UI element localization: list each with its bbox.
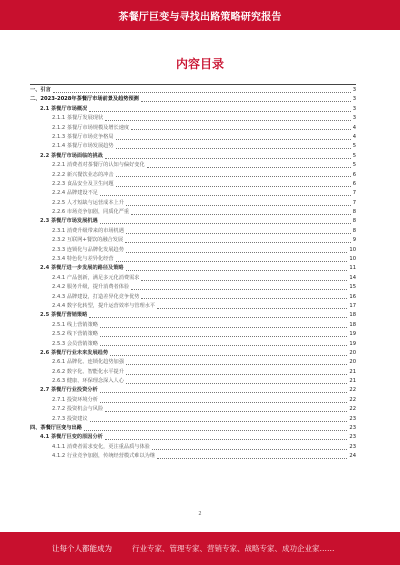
toc-entry-label: 2.2.6 市场竞争加剧，同质化严重 <box>52 209 130 216</box>
toc-entry-page: 3 <box>352 105 356 112</box>
toc-entry-label: 2.4.4 数字化转型，提升运营效率与管理水平 <box>52 302 156 309</box>
toc-leader-dots <box>90 420 348 422</box>
toc-entry-page: 21 <box>349 378 356 385</box>
toc-leader-dots <box>105 119 351 121</box>
toc-entry[interactable] <box>30 236 356 245</box>
toc-leader-dots <box>116 260 348 262</box>
toc-entry-page: 22 <box>349 396 356 403</box>
toc-entry-label: 2.5.1 线上营销策略 <box>52 321 98 328</box>
toc-leader-dots <box>131 213 351 215</box>
toc-entry-page: 23 <box>349 425 356 432</box>
toc-entry[interactable] <box>30 105 356 114</box>
toc-leader-dots <box>147 166 351 168</box>
toc-entry[interactable] <box>30 114 356 123</box>
toc-entry-label: 2.2 茶餐厅市场面临的挑战 <box>40 152 103 159</box>
toc-entry-page: 10 <box>349 256 356 263</box>
toc-entry[interactable] <box>30 293 356 302</box>
toc-entry[interactable] <box>30 255 356 264</box>
toc-leader-dots <box>116 147 351 149</box>
toc-entry[interactable] <box>30 311 356 320</box>
toc-entry-page: 18 <box>349 321 356 328</box>
toc-entry-label: 2.2.3 食品安全及卫生问题 <box>52 180 114 187</box>
toc-entry-page: 22 <box>349 406 356 413</box>
toc-entry-label: 四、茶餐厅巨变与出路 <box>30 425 82 432</box>
toc-entry-label: 2.3 茶餐厅市场发展机遇 <box>40 218 98 225</box>
toc-entry[interactable] <box>30 161 356 170</box>
toc-entry-page: 4 <box>352 124 356 131</box>
toc-entry-label: 2.2.5 人才短缺与运营成本上升 <box>52 199 124 206</box>
toc-entry-label: 2.4.1 产品创新，满足多元化消费需求 <box>52 274 140 281</box>
toc-leader-dots <box>89 110 350 112</box>
toc-entry-label: 2.3.2 互联网+餐饮的融合发展 <box>52 237 124 244</box>
toc-entry[interactable] <box>30 405 356 414</box>
toc-entry[interactable] <box>30 171 356 180</box>
toc-entry[interactable] <box>30 452 356 461</box>
toc-leader-dots <box>100 391 348 393</box>
toc-entry-label: 2.2.2 新兴餐饮业态的冲击 <box>52 171 114 178</box>
toc-entry[interactable] <box>30 189 356 198</box>
toc-entry-page: 3 <box>352 115 356 122</box>
toc-entry-label: 2.2.1 消费者对茶餐厅的认知与偏好变化 <box>52 162 145 169</box>
toc-leader-dots <box>105 438 348 440</box>
toc-entry-label: 2.4 茶餐厅进一步发展的路径及策略 <box>40 265 124 272</box>
toc-entry[interactable] <box>30 124 356 133</box>
toc-entry[interactable] <box>30 330 356 339</box>
toc-leader-dots <box>84 429 348 431</box>
toc-entry[interactable] <box>30 180 356 189</box>
toc-entry-label: 2.1 茶餐厅市场概况 <box>40 105 88 112</box>
toc-entry-label: 2.4.2 服务升级，提升消费者体验 <box>52 284 130 291</box>
toc-leader-dots <box>126 382 347 384</box>
toc-entry-page: 19 <box>349 331 356 338</box>
toc-entry-page: 8 <box>352 227 356 234</box>
toc-leader-dots <box>105 410 347 412</box>
footer-slogan-right: 行业专家、管理专家、营销专家、战略专家、成功企业家…… <box>132 544 335 553</box>
toc-entry-page: 18 <box>349 312 356 319</box>
toc-leader-dots <box>100 194 351 196</box>
toc-entry[interactable] <box>30 340 356 349</box>
toc-entry-page: 3 <box>352 86 356 93</box>
toc-entry-page: 23 <box>349 415 356 422</box>
toc-entry-label: 2.3.1 消费升级带来的市场机遇 <box>52 227 124 234</box>
toc-entry-label: 4.1 茶餐厅巨变的原因分析 <box>40 434 103 441</box>
toc-entry-page: 3 <box>352 96 356 103</box>
toc-entry-label: 2.7.2 投资机会与风险 <box>52 406 104 413</box>
toc-entry-page: 5 <box>352 162 356 169</box>
toc-entry-label: 2.3.4 特色化与差异化经营 <box>52 256 114 263</box>
toc-entry[interactable] <box>30 274 356 283</box>
toc-entry-label: 2.4.3 品牌建设，打造差异化竞争优势 <box>52 293 140 300</box>
toc-leader-dots <box>157 307 347 309</box>
toc-leader-dots <box>89 316 347 318</box>
toc-entry-label: 2.1.3 茶餐厅市场竞争格局 <box>52 133 114 140</box>
toc-entry[interactable] <box>30 264 356 273</box>
toc-entry-page: 21 <box>349 368 356 375</box>
toc-leader-dots <box>116 185 351 187</box>
toc-entry-page: 5 <box>352 143 356 150</box>
toc-entry-page: 24 <box>349 453 356 460</box>
table-of-contents <box>30 86 356 462</box>
toc-title: 内容目录 <box>175 57 224 71</box>
toc-leader-dots <box>126 269 348 271</box>
toc-leader-dots <box>141 279 347 281</box>
toc-entry-label: 2.2.4 品牌建设不足 <box>52 190 98 197</box>
toc-entry[interactable] <box>30 208 356 217</box>
toc-entry[interactable] <box>30 217 356 226</box>
toc-entry-label: 2.3.3 连锁化与品牌化发展趋势 <box>52 246 124 253</box>
toc-leader-dots <box>152 448 348 450</box>
toc-entry-label: 2.5 茶餐厅营销策略 <box>40 312 88 319</box>
toc-entry[interactable] <box>30 321 356 330</box>
toc-leader-dots <box>53 91 351 93</box>
toc-entry-label: 2.1.4 茶餐厅市场发展趋势 <box>52 143 114 150</box>
toc-entry[interactable] <box>30 199 356 208</box>
toc-entry-page: 11 <box>349 265 356 272</box>
toc-entry-label: 2.5.2 线下营销策略 <box>52 331 98 338</box>
toc-leader-dots <box>131 128 351 130</box>
toc-entry-page: 6 <box>352 171 356 178</box>
toc-entry-label: 2.7.1 投资环境分析 <box>52 396 98 403</box>
toc-entry-label: 2.1.2 茶餐厅市场规模及增长速度 <box>52 124 130 131</box>
toc-leader-dots <box>126 251 347 253</box>
toc-entry[interactable] <box>30 443 356 452</box>
page-number: 2 <box>198 511 202 517</box>
toc-entry-label: 4.1.2 行业竞争加剧，传统经营模式难以为继 <box>52 453 156 460</box>
toc-entry[interactable] <box>30 415 356 424</box>
toc-entry-page: 23 <box>349 443 356 450</box>
toc-entry-page: 15 <box>349 284 356 291</box>
toc-leader-dots <box>125 241 351 243</box>
toc-leader-dots <box>116 175 351 177</box>
toc-entry[interactable] <box>30 95 356 104</box>
toc-leader-dots <box>100 401 347 403</box>
toc-leader-dots <box>110 354 347 356</box>
toc-entry-label: 2.5.3 会员营销策略 <box>52 340 98 347</box>
toc-entry-page: 22 <box>349 387 356 394</box>
toc-entry[interactable] <box>30 387 356 396</box>
toc-entry[interactable] <box>30 133 356 142</box>
toc-entry-label: 2.6 茶餐厅行业未来发展趋势 <box>40 349 109 356</box>
toc-entry-page: 4 <box>352 133 356 140</box>
toc-leader-dots <box>100 344 347 346</box>
toc-entry-label: 2.7 茶餐厅行业投资分析 <box>40 387 98 394</box>
toc-entry[interactable] <box>30 86 356 95</box>
toc-entry[interactable] <box>30 152 356 161</box>
toc-leader-dots <box>141 100 351 102</box>
toc-entry[interactable] <box>30 246 356 255</box>
toc-entry-page: 20 <box>349 349 356 356</box>
toc-entry-label: 2.7.3 投资建议 <box>52 415 88 422</box>
toc-leader-dots <box>100 326 347 328</box>
toc-entry-label: 二、2023-2028年茶餐厅市场前景及趋势预测 <box>30 96 139 103</box>
toc-entry-page: 10 <box>349 246 356 253</box>
toc-entry[interactable] <box>30 433 356 442</box>
toc-entry-label: 一、引言 <box>30 86 51 93</box>
toc-entry[interactable] <box>30 142 356 151</box>
toc-entry[interactable] <box>30 424 356 433</box>
toc-entry[interactable] <box>30 368 356 377</box>
toc-entry-page: 19 <box>349 340 356 347</box>
toc-leader-dots <box>116 138 351 140</box>
toc-entry-page: 8 <box>352 209 356 216</box>
toc-entry-page: 20 <box>349 359 356 366</box>
toc-leader-dots <box>131 288 347 290</box>
toc-entry[interactable] <box>30 358 356 367</box>
toc-leader-dots <box>100 222 351 224</box>
toc-entry-page: 7 <box>352 199 356 206</box>
toc-entry-page: 9 <box>352 237 356 244</box>
toc-leader-dots <box>126 373 347 375</box>
toc-entry-label: 2.6.2 数字化、智能化水平提升 <box>52 368 124 375</box>
toc-entry[interactable] <box>30 377 356 386</box>
toc-leader-dots <box>126 204 351 206</box>
toc-leader-dots <box>126 232 351 234</box>
toc-leader-dots <box>126 363 347 365</box>
toc-entry-page: 23 <box>349 434 356 441</box>
toc-top-rule <box>30 84 356 85</box>
toc-entry[interactable] <box>30 302 356 311</box>
toc-entry-page: 5 <box>352 152 356 159</box>
toc-entry-label: 2.1.1 茶餐厅发展现状 <box>52 115 104 122</box>
footer-slogan-left: 让每个人都能成为 <box>52 544 112 553</box>
toc-entry-page: 8 <box>352 218 356 225</box>
toc-entry[interactable] <box>30 396 356 405</box>
toc-entry-page: 17 <box>349 302 356 309</box>
toc-entry[interactable] <box>30 349 356 358</box>
toc-entry[interactable] <box>30 283 356 292</box>
toc-entry-label: 4.1.1 消费者需求变化，更注重品质与体验 <box>52 443 150 450</box>
toc-leader-dots <box>141 297 347 299</box>
document-header-title: 茶餐厅巨变与寻找出路策略研究报告 <box>118 12 282 23</box>
toc-leader-dots <box>105 157 351 159</box>
toc-leader-dots <box>157 457 347 459</box>
toc-entry[interactable] <box>30 227 356 236</box>
toc-leader-dots <box>100 335 347 337</box>
toc-entry-label: 2.6.1 品牌化、连锁化趋势加强 <box>52 359 124 366</box>
toc-entry-label: 2.6.3 健康、环保理念深入人心 <box>52 378 124 385</box>
toc-entry-page: 7 <box>352 190 356 197</box>
toc-entry-page: 14 <box>349 274 356 281</box>
toc-entry-page: 6 <box>352 180 356 187</box>
toc-entry-page: 16 <box>349 293 356 300</box>
